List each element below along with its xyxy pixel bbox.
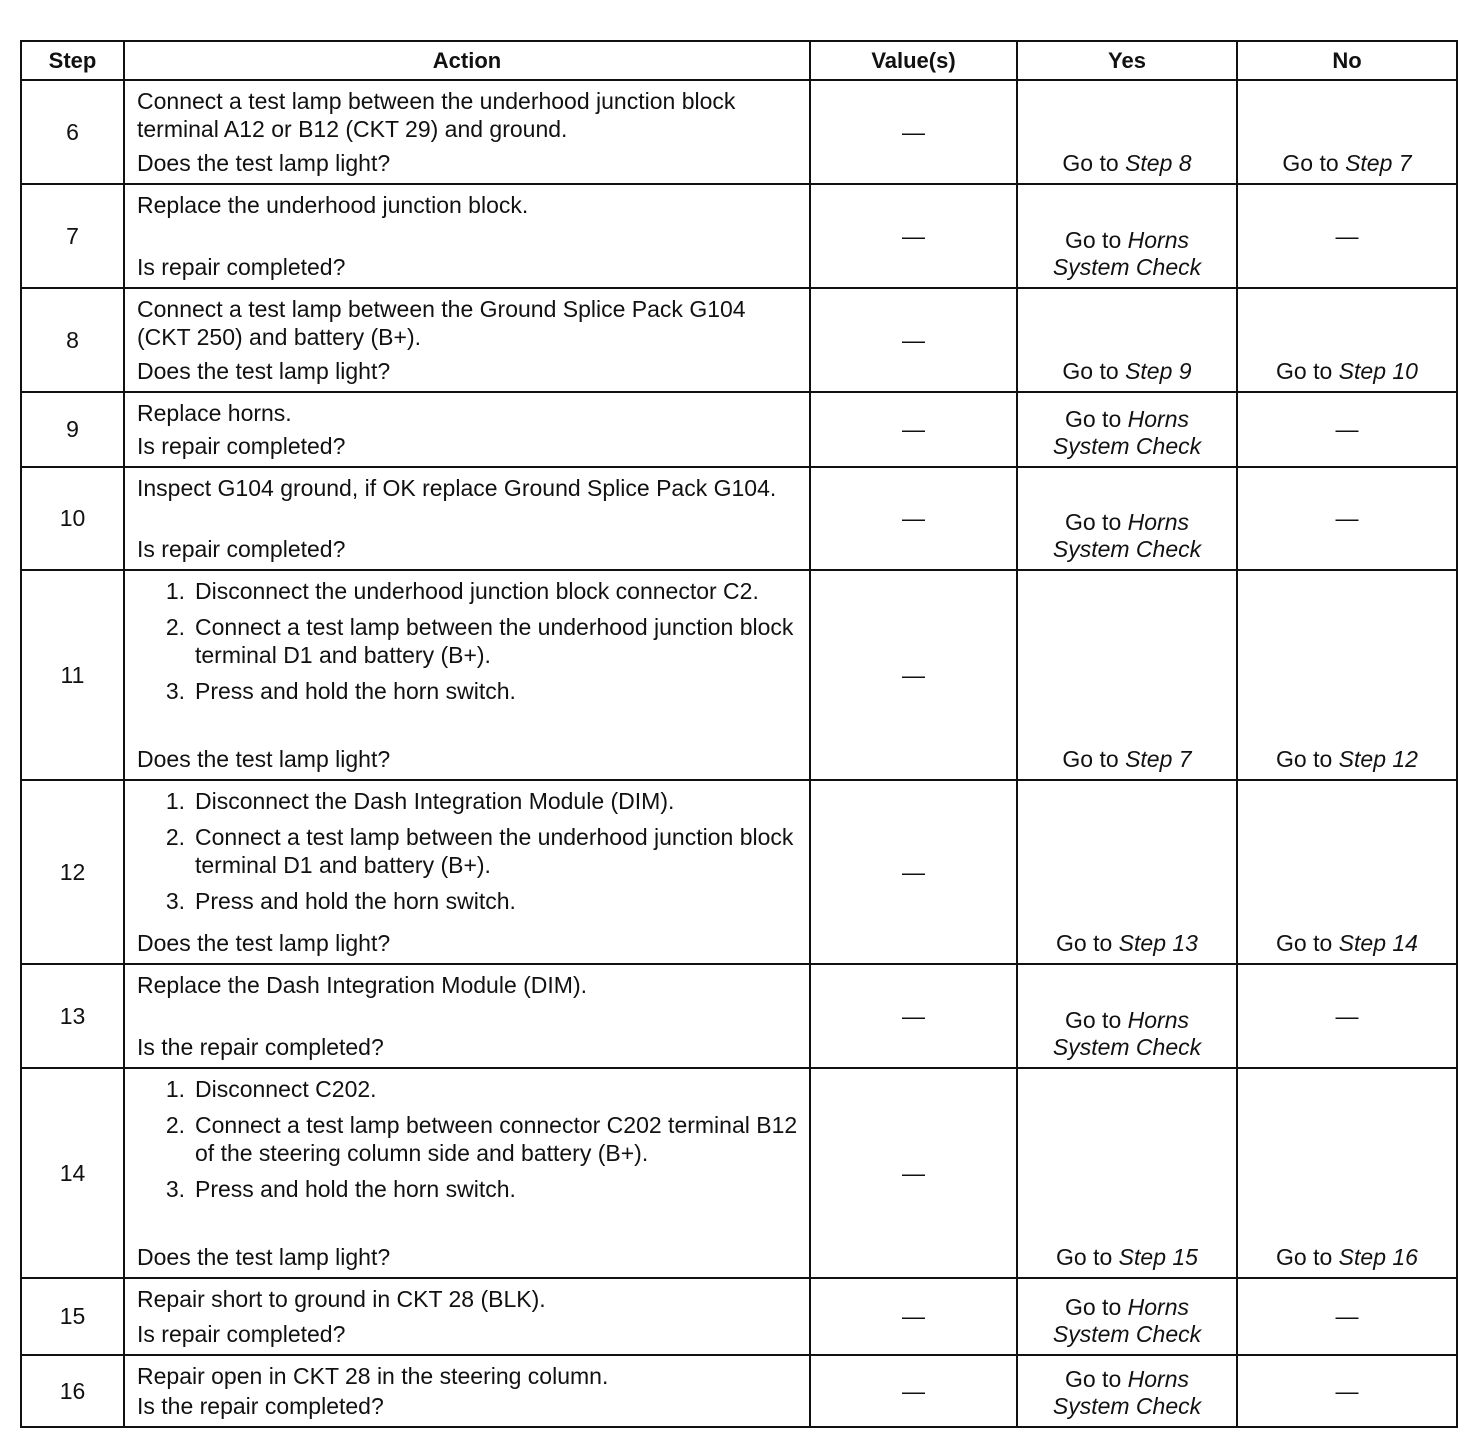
- action-instructions: [137, 87, 799, 143]
- goto-target: Step 16: [1338, 1244, 1418, 1270]
- no-result: —: [1237, 184, 1457, 288]
- goto-target: Step 8: [1125, 150, 1192, 176]
- action-cell: [124, 392, 810, 467]
- list-item-number: 2.: [165, 614, 185, 640]
- action-instructions: [137, 577, 799, 713]
- action-text: Repair open in CKT 28 in the steering column.: [137, 1363, 609, 1389]
- action-body: [137, 399, 799, 460]
- no-result: [1237, 288, 1457, 392]
- goto-target-line2: System Check: [1052, 433, 1202, 459]
- yes-result: [1017, 570, 1237, 780]
- action-instructions: [137, 474, 799, 502]
- action-list: [137, 577, 799, 705]
- yes-result: [1017, 1278, 1237, 1355]
- step-number: 11: [21, 570, 124, 780]
- goto-target: Horns: [1127, 509, 1189, 535]
- action-list-item: [137, 677, 799, 705]
- list-item-text: Connect a test lamp between connector C202 terminal B12 of the steering column side and battery (B+).: [195, 1112, 798, 1166]
- action-list-item: [137, 1175, 799, 1203]
- goto-target: Step 9: [1125, 358, 1192, 384]
- list-item-text: Press and hold the horn switch.: [195, 1176, 516, 1202]
- goto-prefix: Go to: [1064, 509, 1128, 535]
- table-row: [21, 964, 1457, 1068]
- goto-target: Horns: [1127, 1366, 1189, 1392]
- goto-target: Step 12: [1338, 746, 1418, 772]
- list-item-number: 3.: [165, 1176, 185, 1202]
- action-instructions: [137, 191, 799, 219]
- action-instructions: [137, 971, 799, 999]
- header-row: [21, 41, 1457, 80]
- action-instructions: [137, 399, 799, 427]
- action-question: Is repair completed?: [137, 1321, 346, 1347]
- diagnostic-table-page: [20, 40, 1456, 1428]
- action-instructions: [137, 787, 799, 923]
- no-result: [1237, 780, 1457, 964]
- goto-prefix: Go to: [1276, 930, 1339, 956]
- no-result: [1237, 570, 1457, 780]
- action-text: Connect a test lamp between the underhood junction block terminal A12 or B12 (CKT 29) and ground.: [137, 88, 736, 142]
- no-result: [1237, 1068, 1457, 1278]
- action-instructions: [137, 1285, 799, 1313]
- yes-result: [1017, 1068, 1237, 1278]
- step-number: 15: [21, 1278, 124, 1355]
- list-item-number: 1.: [165, 578, 185, 604]
- goto-prefix: Go to: [1064, 1366, 1128, 1392]
- no-result: —: [1237, 1355, 1457, 1427]
- action-body: [137, 474, 799, 563]
- value-cell: —: [810, 964, 1017, 1068]
- action-cell: [124, 467, 810, 570]
- list-item-text: Disconnect C202.: [195, 1076, 377, 1102]
- goto-prefix: Go to: [1064, 1294, 1128, 1320]
- action-question: Is repair completed?: [137, 433, 346, 459]
- goto-prefix: Go to: [1276, 746, 1339, 772]
- yes-result: [1017, 780, 1237, 964]
- no-result: [1237, 80, 1457, 184]
- action-list: [137, 1075, 799, 1203]
- action-question: Is the repair completed?: [137, 1034, 384, 1060]
- action-list-item: [137, 787, 799, 815]
- action-body: [137, 295, 799, 385]
- step-number: 14: [21, 1068, 124, 1278]
- step-number: 7: [21, 184, 124, 288]
- goto-prefix: Go to: [1056, 1244, 1119, 1270]
- list-item-text: Connect a test lamp between the underhood junction block terminal D1 and battery (B+).: [195, 614, 794, 668]
- no-result: —: [1237, 467, 1457, 570]
- value-cell: —: [810, 467, 1017, 570]
- action-cell: [124, 964, 810, 1068]
- goto-prefix: Go to: [1062, 746, 1126, 772]
- value-cell: —: [810, 1278, 1017, 1355]
- value-cell: —: [810, 1068, 1017, 1278]
- action-cell: [124, 80, 810, 184]
- value-cell: —: [810, 288, 1017, 392]
- yes-result: [1017, 964, 1237, 1068]
- step-number: 12: [21, 780, 124, 964]
- goto-target: Horns: [1127, 1007, 1189, 1033]
- goto-target: Step 13: [1118, 930, 1198, 956]
- list-item-text: Disconnect the underhood junction block connector C2.: [195, 578, 759, 604]
- action-question: Does the test lamp light?: [137, 930, 391, 956]
- action-body: [137, 787, 799, 957]
- action-body: [137, 87, 799, 177]
- action-cell: [124, 780, 810, 964]
- action-text: Repair short to ground in CKT 28 (BLK).: [137, 1286, 546, 1312]
- yes-result: [1017, 1355, 1237, 1427]
- yes-result: [1017, 392, 1237, 467]
- action-question: Does the test lamp light?: [137, 1244, 391, 1270]
- action-body: [137, 971, 799, 1061]
- list-item-number: 2.: [165, 1112, 185, 1138]
- goto-target: Step 14: [1338, 930, 1418, 956]
- no-result: —: [1237, 392, 1457, 467]
- list-item-text: Connect a test lamp between the underhood junction block terminal D1 and battery (B+).: [195, 824, 794, 878]
- yes-result: [1017, 80, 1237, 184]
- step-number: 6: [21, 80, 124, 184]
- goto-prefix: Go to: [1056, 930, 1119, 956]
- action-question: Does the test lamp light?: [137, 150, 391, 176]
- list-item-number: 3.: [165, 888, 185, 914]
- table-row: [21, 288, 1457, 392]
- action-cell: [124, 1068, 810, 1278]
- header-step: Step: [21, 41, 124, 80]
- goto-target: Step 7: [1125, 746, 1192, 772]
- goto-target: Step 10: [1338, 358, 1418, 384]
- goto-target-line2: System Check: [1052, 1393, 1202, 1419]
- table-row: [21, 570, 1457, 780]
- list-item-number: 1.: [165, 788, 185, 814]
- action-list-item: [137, 1111, 799, 1167]
- table-row: [21, 80, 1457, 184]
- no-result: —: [1237, 964, 1457, 1068]
- goto-prefix: Go to: [1062, 150, 1126, 176]
- header-yes: Yes: [1017, 41, 1237, 80]
- action-list-item: [137, 577, 799, 605]
- action-list-item: [137, 823, 799, 879]
- action-list-item: [137, 1075, 799, 1103]
- table-row: [21, 780, 1457, 964]
- value-cell: —: [810, 80, 1017, 184]
- action-cell: [124, 184, 810, 288]
- goto-prefix: Go to: [1064, 227, 1128, 253]
- header-value: Value(s): [810, 41, 1017, 80]
- action-list-item: [137, 887, 799, 915]
- goto-target: Horns: [1127, 406, 1189, 432]
- yes-result: [1017, 467, 1237, 570]
- action-question: Is repair completed?: [137, 536, 346, 562]
- step-number: 13: [21, 964, 124, 1068]
- list-item-number: 2.: [165, 824, 185, 850]
- goto-prefix: Go to: [1062, 358, 1126, 384]
- action-body: [137, 191, 799, 281]
- action-text: Connect a test lamp between the Ground Splice Pack G104 (CKT 250) and battery (B+).: [137, 296, 746, 350]
- action-cell: [124, 1278, 810, 1355]
- table-row: [21, 467, 1457, 570]
- step-number: 8: [21, 288, 124, 392]
- diagnostic-steps-table: [20, 40, 1458, 1428]
- value-cell: —: [810, 780, 1017, 964]
- action-text: Replace the underhood junction block.: [137, 192, 529, 218]
- action-body: [137, 1285, 799, 1348]
- table-row: [21, 392, 1457, 467]
- goto-target: Horns: [1127, 227, 1189, 253]
- list-item-number: 1.: [165, 1076, 185, 1102]
- action-cell: [124, 1355, 810, 1427]
- action-question: Does the test lamp light?: [137, 358, 391, 384]
- step-number: 9: [21, 392, 124, 467]
- goto-prefix: Go to: [1064, 406, 1128, 432]
- step-number: 16: [21, 1355, 124, 1427]
- list-item-text: Press and hold the horn switch.: [195, 888, 516, 914]
- goto-prefix: Go to: [1276, 358, 1339, 384]
- action-cell: [124, 288, 810, 392]
- header-action: Action: [124, 41, 810, 80]
- action-question: Is repair completed?: [137, 254, 346, 280]
- action-instructions: [137, 1362, 799, 1390]
- action-list-item: [137, 613, 799, 669]
- action-list: [137, 787, 799, 915]
- goto-target: Horns: [1127, 1294, 1189, 1320]
- value-cell: —: [810, 570, 1017, 780]
- step-number: 10: [21, 467, 124, 570]
- value-cell: —: [810, 184, 1017, 288]
- action-question: Is the repair completed?: [137, 1393, 384, 1419]
- goto-target: Step 15: [1118, 1244, 1198, 1270]
- action-text: Inspect G104 ground, if OK replace Ground Splice Pack G104.: [137, 475, 777, 501]
- header-no: No: [1237, 41, 1457, 80]
- value-cell: —: [810, 392, 1017, 467]
- goto-target-line2: System Check: [1052, 254, 1202, 280]
- list-item-number: 3.: [165, 678, 185, 704]
- action-body: [137, 1362, 799, 1420]
- action-text: Replace the Dash Integration Module (DIM).: [137, 972, 587, 998]
- yes-result: [1017, 184, 1237, 288]
- goto-prefix: Go to: [1064, 1007, 1128, 1033]
- action-question: Does the test lamp light?: [137, 746, 391, 772]
- action-body: [137, 577, 799, 773]
- action-body: [137, 1075, 799, 1271]
- table-row: [21, 1355, 1457, 1427]
- action-instructions: [137, 295, 799, 351]
- goto-target: Step 7: [1345, 150, 1412, 176]
- goto-prefix: Go to: [1276, 1244, 1339, 1270]
- goto-target-line2: System Check: [1052, 536, 1202, 562]
- no-result: —: [1237, 1278, 1457, 1355]
- goto-target-line2: System Check: [1052, 1034, 1202, 1060]
- table-row: [21, 1278, 1457, 1355]
- list-item-text: Disconnect the Dash Integration Module (DIM).: [195, 788, 675, 814]
- goto-target-line2: System Check: [1052, 1321, 1202, 1347]
- table-row: [21, 1068, 1457, 1278]
- value-cell: —: [810, 1355, 1017, 1427]
- list-item-text: Press and hold the horn switch.: [195, 678, 516, 704]
- action-instructions: [137, 1075, 799, 1211]
- action-cell: [124, 570, 810, 780]
- goto-prefix: Go to: [1282, 150, 1346, 176]
- table-row: [21, 184, 1457, 288]
- action-text: Replace horns.: [137, 400, 292, 426]
- yes-result: [1017, 288, 1237, 392]
